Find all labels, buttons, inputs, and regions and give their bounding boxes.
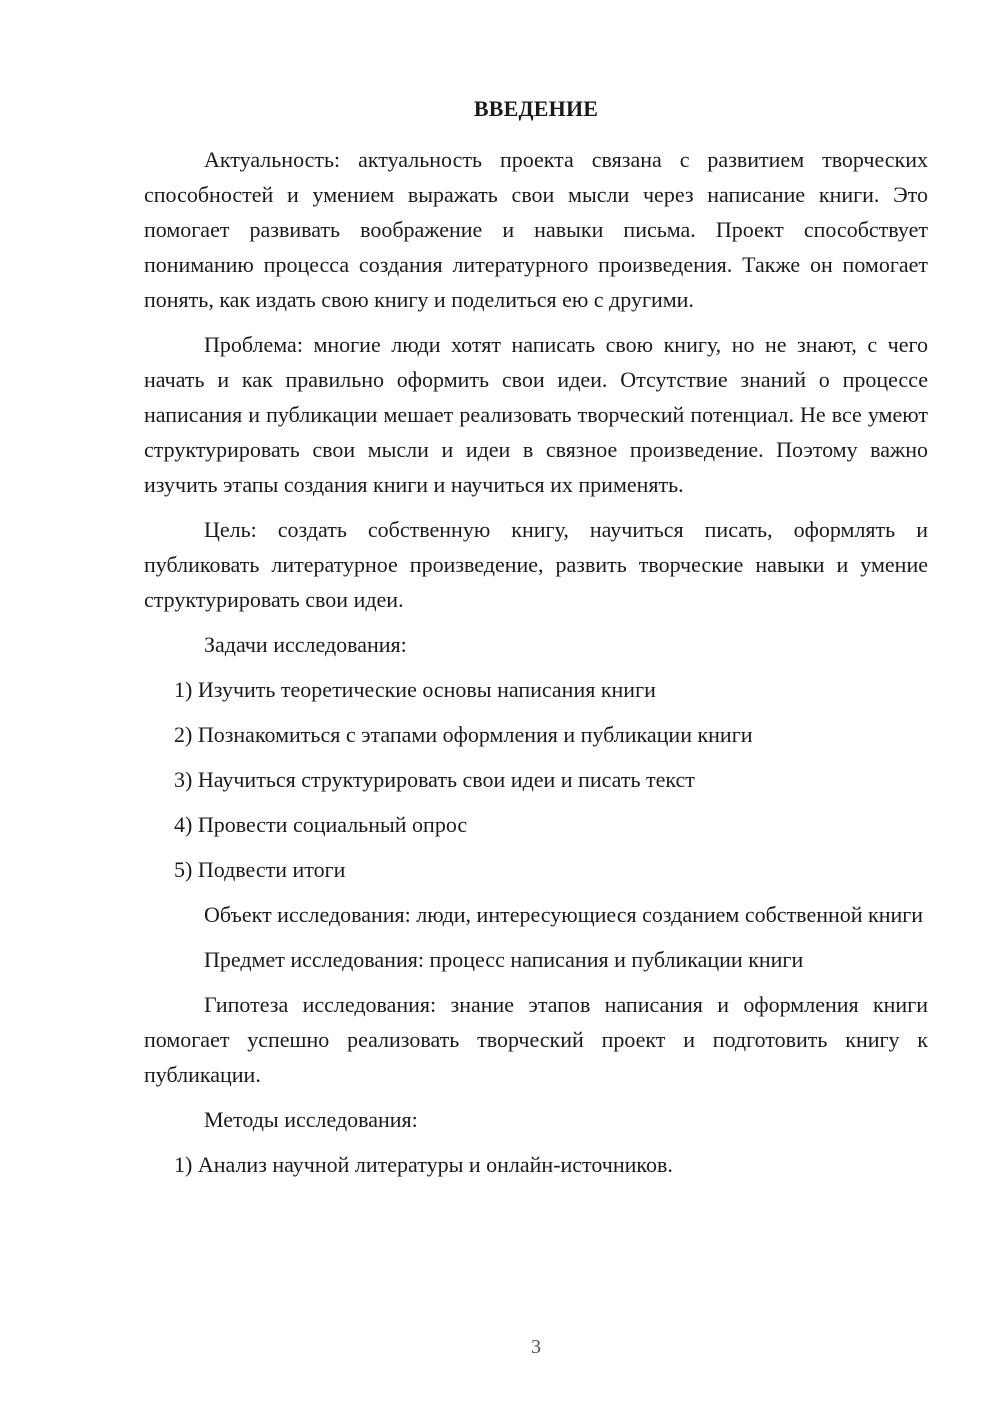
list-item: 1) Изучить теоретические основы написания книги	[174, 677, 656, 702]
tasks-list	[144, 672, 928, 887]
list-item: 5) Подвести итоги	[174, 857, 346, 882]
methods-list	[144, 1147, 928, 1182]
hypothesis-paragraph: Гипотеза исследования: знание этапов написания и оформления книги помогает успешно реализовать творческий проект и подготовить книгу к публикации.	[144, 992, 928, 1087]
list-item: 3) Научиться структурировать свои идеи и писать текст	[174, 767, 695, 792]
page-title: ВВЕДЕНИЕ	[473, 96, 599, 121]
problem-paragraph: Проблема: многие люди хотят написать свою книгу, но не знают, с чего начать и как правильно оформить свои идеи. Отсутствие знаний о процессе написания и публикации мешает реализовать творческий потенциал. Не все умеют структурировать свои мысли и идеи в связное произведение. Поэтому важно изучить этапы создания книги и научиться их применять.	[144, 332, 928, 497]
goal-paragraph: Цель: создать собственную книгу, научиться писать, оформлять и публиковать литературное произведение, развить творческие навыки и умение структурировать свои идеи.	[144, 517, 928, 612]
methods-title: Методы исследования:	[204, 1107, 418, 1132]
object-paragraph: Объект исследования: люди, интересующиеся созданием собственной книги	[204, 902, 924, 927]
subject-paragraph: Предмет исследования: процесс написания и публикации книги	[204, 947, 804, 972]
page-number: 3	[531, 1336, 541, 1358]
body-text	[144, 142, 928, 1192]
relevance-paragraph: Актуальность: актуальность проекта связана с развитием творческих способностей и умением выражать свои мысли через написание книги. Это помогает развивать воображение и навыки письма. Проект способствует пониманию процесса создания литературного произведения. Также он помогает понять, как издать свою книгу и поделиться ею с другими.	[144, 147, 928, 312]
list-item: 2) Познакомиться с этапами оформления и публикации книги	[174, 722, 753, 747]
list-item: 4) Провести социальный опрос	[174, 812, 468, 837]
list-item: 1) Анализ научной литературы и онлайн-источников.	[174, 1152, 673, 1177]
tasks-title: Задачи исследования:	[204, 632, 407, 657]
